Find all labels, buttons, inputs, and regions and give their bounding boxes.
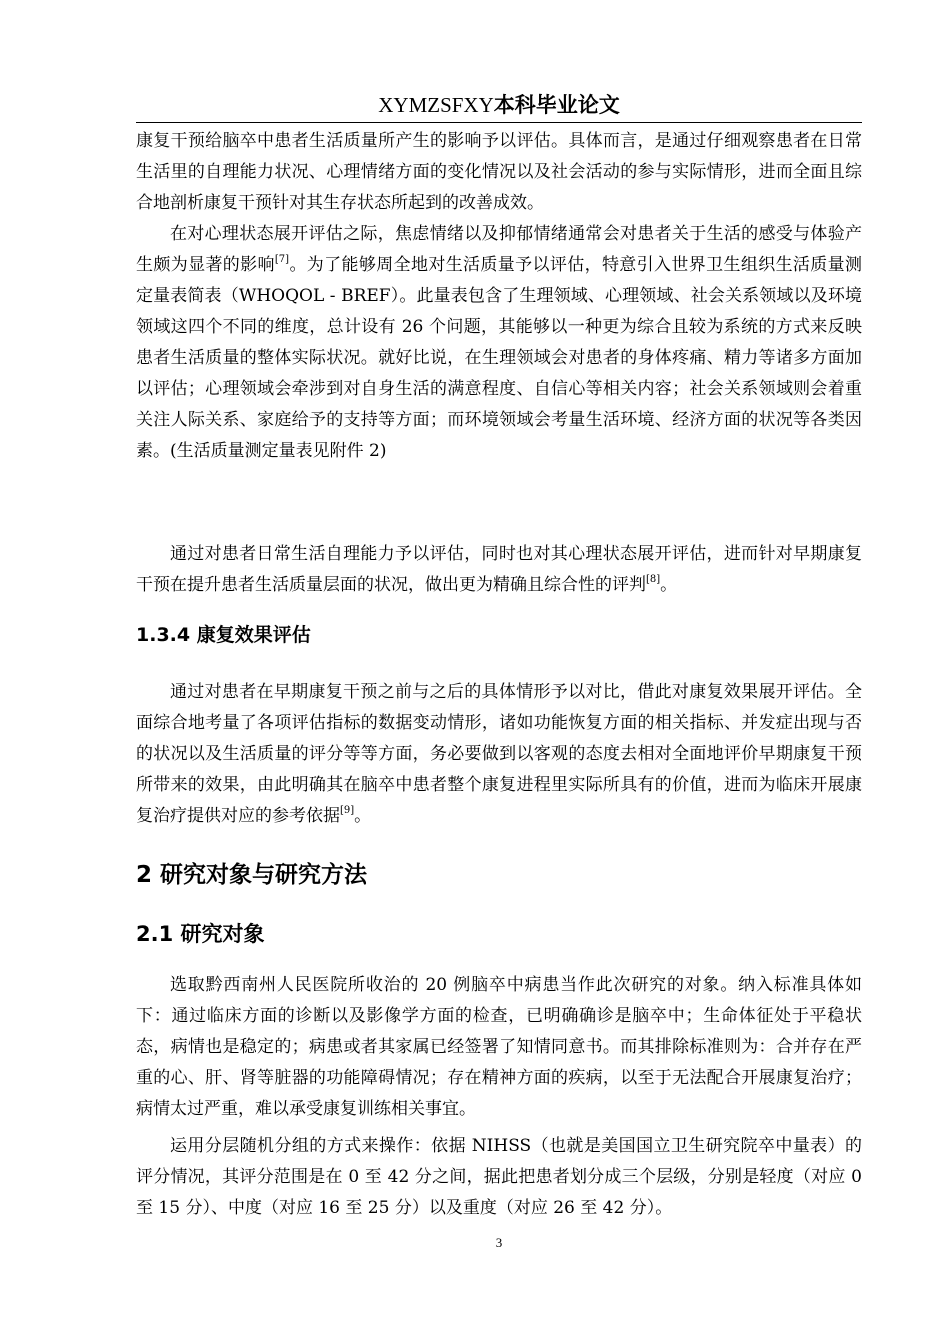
paragraph-grouping: [136, 1131, 862, 1224]
paragraph-summary: [136, 539, 862, 601]
paragraph-text: 运用分层随机分组的方式来操作：依据 NIHSS（也就是美国国立卫生研究院卒中量表）的评分情况，其评分范围是在 0 至 42 分之间，据此把患者划分成三个层级，分别是轻度（对应 0 至 15 分）、中度（对应 16 至 25 分）以及重度（对应 26 至 42 分）。: [136, 1136, 862, 1218]
paragraph-psych-assessment: [136, 219, 862, 467]
citation-ref: [9]: [340, 805, 355, 816]
page-number: 3: [495, 1235, 503, 1250]
header-rule: [136, 122, 862, 123]
paragraph-subjects: [136, 970, 862, 1125]
section-heading-1-3-4: 1.3.4 康复效果评估: [136, 624, 311, 646]
paragraph-text: 通过对患者日常生活自理能力予以评估，同时也对其心理状态展开评估，进而针对早期康复干预在提升患者生活质量层面的状况，做出更为精确且综合性的评判: [136, 544, 862, 595]
paragraph-text: 通过对患者在早期康复干预之前与之后的具体情形予以对比，借此对康复效果展开评估。全面综合地考量了各项评估指标的数据变动情形，诸如功能恢复方面的相关指标、并发症出现与否的状况以及生活质量的评分等等方面，务必要做到以客观的态度去相对全面地评价早期康复干预所带来的效果，由此明确其在脑卒中患者整个康复进程里实际所具有的价值，进而为临床开展康复治疗提供对应的参考依据: [136, 682, 862, 826]
paragraph-text: 。: [660, 575, 678, 595]
paragraph-text: 。: [354, 806, 372, 826]
citation-ref: [7]: [274, 254, 290, 265]
paragraph-continuation: [136, 126, 862, 219]
paragraph-text: 。为了能够周全地对生活质量予以评估，特意引入世界卫生组织生活质量测定量表简表（WHOQOL - BREF）。此量表包含了生理领域、心理领域、社会关系领域以及环境领域这四个不同的维度，总计设有 26 个问题，其能够以一种更为综合且较为系统的方式来反映患者生活质量的整体实际状况。就好比说，在生理领域会对患者的身体疼痛、精力等诸多方面加以评估；心理领域会牵涉到对自身生活的满意程度、自信心等相关内容；社会关系领域则会着重关注人际关系、家庭给予的支持等方面；而环境领域会考量生活环境、经济方面的状况等各类因素。(生活质量测定量表见附件 2): [136, 255, 863, 461]
paragraph-text: 康复干预给脑卒中患者生活质量所产生的影响予以评估。具体而言，是通过仔细观察患者在日常生活里的自理能力状况、心理情绪方面的变化情况以及社会活动的参与实际情形，进而全面且综合地剖析康复干预针对其生存状态所起到的改善成效。: [136, 131, 862, 213]
paragraph-text: 选取黔西南州人民医院所收治的 20 例脑卒中病患当作此次研究的对象。纳入标准具体如下：通过临床方面的诊断以及影像学方面的检查，已明确确诊是脑卒中；生命体征处于平稳状态，病情也是稳定的；病患或者其家属已经签署了知情同意书。而其排除标准则为：合并存在严重的心、肝、肾等脏器的功能障碍情况；存在精神方面的疾病，以至于无法配合开展康复治疗；病情太过严重，难以承受康复训练相关事宜。: [136, 975, 862, 1119]
citation-ref: [8]: [646, 574, 661, 585]
page-header: [136, 90, 862, 120]
header-code: XYMZSFXY: [378, 93, 494, 117]
chapter-heading-2: 2 研究对象与研究方法: [136, 862, 368, 888]
section-heading-2-1: 2.1 研究对象: [136, 922, 265, 946]
paragraph-text: 在对心理状态展开评估之际，焦虑情绪以及抑郁情绪通常会对患者关于生活的感受与体验产生颇为显著的影响: [136, 224, 862, 275]
paragraph-efficacy-assessment: [136, 677, 862, 832]
header-title: 本科毕业论文: [493, 93, 620, 117]
